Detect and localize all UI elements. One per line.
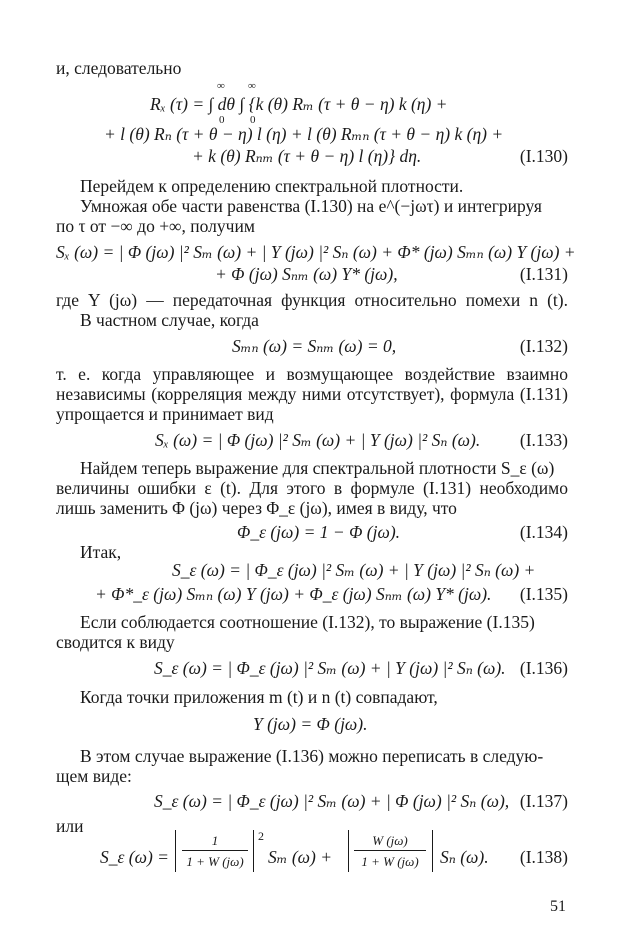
integral-lower-limit: 0 <box>219 114 225 126</box>
fraction-numerator: 1 <box>211 833 219 848</box>
text-line: величины ошибки ε (t). Для этого в формуле (I.131) необходимо <box>56 478 568 498</box>
text-line: или <box>56 816 84 836</box>
equation-line: Φ_ε (jω) = 1 − Φ (jω). <box>237 522 401 542</box>
integral-upper-limit: ∞ <box>248 80 256 92</box>
text-line: Итак, <box>80 542 122 562</box>
equation-line: + l (θ) Rₙ (τ + θ − η) l (η) + l (θ) Rₘₙ (τ + θ − η) k (η) + <box>104 124 504 144</box>
text-line: Если соблюдается соотношение (I.132), то выражение (I.135) <box>80 612 535 632</box>
text-line: т. е. когда управляющее и возмущающее воздействие взаимно <box>56 364 568 384</box>
equation-line: Rₓ (τ) = ∫ dθ ∫ {k (θ) Rₘ (τ + θ − η) k (η) + <box>150 94 448 114</box>
equation-number: (I.138) <box>519 847 568 867</box>
abs-bar <box>348 830 349 872</box>
equation-number: (I.135) <box>519 584 568 604</box>
equation-number: (I.132) <box>519 336 568 356</box>
text-line: Перейдем к определению спектральной плотности. <box>80 176 464 196</box>
equation-line: S_ε (ω) = | Φ_ε (jω) |² Sₘ (ω) + | Y (jω) |² Sₙ (ω). <box>154 658 506 678</box>
equation-number: (I.131) <box>519 264 568 284</box>
fraction-denominator: 1 + W (jω) <box>186 854 244 869</box>
page-number: 51 <box>550 898 566 915</box>
equation-number: (I.133) <box>519 430 568 450</box>
equation-number: (I.137) <box>519 791 568 811</box>
equation-line: Sₙ (ω). <box>440 847 489 867</box>
equation-line: S_ε (ω) = <box>100 847 169 867</box>
equation-line: Sₘₙ (ω) = Sₙₘ (ω) = 0, <box>232 336 397 356</box>
text-line: Найдем теперь выражение для спектральной плотности S_ε (ω) <box>80 458 555 478</box>
text-line: и, следовательно <box>56 58 182 78</box>
text-line: В этом случае выражение (I.136) можно переписать в следую- <box>80 746 544 766</box>
equation-line: Sₘ (ω) + <box>268 847 333 867</box>
square-exponent: 2 <box>258 829 264 843</box>
equation-number: (I.134) <box>519 522 568 542</box>
equation-line: S_ε (ω) = | Φ_ε (jω) |² Sₘ (ω) + | Y (jω) |² Sₙ (ω) + <box>172 560 536 580</box>
equation-line: S_ε (ω) = | Φ_ε (jω) |² Sₘ (ω) + | Φ (jω) |² Sₙ (ω), <box>154 791 510 811</box>
integral-lower-limit: 0 <box>250 114 256 126</box>
integral-upper-limit: ∞ <box>217 80 225 92</box>
equation-number: (I.130) <box>519 146 568 166</box>
abs-bar <box>175 830 176 872</box>
text-line: где Y (jω) — передаточная функция относительно помехи n (t). <box>56 290 568 310</box>
equation-line: + k (θ) Rₙₘ (τ + θ − η) l (η)} dη. <box>192 146 422 166</box>
abs-bar <box>253 830 254 872</box>
equation-line: + Φ (jω) Sₙₘ (ω) Y* (jω), <box>215 264 398 284</box>
fraction-bar <box>354 850 426 851</box>
fraction-numerator: W (jω) <box>372 833 408 848</box>
text-line: В частном случае, когда <box>80 310 259 330</box>
equation-line: Sₓ (ω) = | Φ (jω) |² Sₘ (ω) + | Y (jω) |² Sₙ (ω). <box>155 430 481 450</box>
equation-number: (I.136) <box>519 658 568 678</box>
text-line: упрощается и принимает вид <box>56 404 274 424</box>
text-line: Когда точки приложения m (t) и n (t) совпадают, <box>80 687 438 707</box>
text-line: по τ от −∞ до +∞, получим <box>56 216 255 236</box>
abs-bar <box>432 830 433 872</box>
text-line: независимы (корреляция между ними отсутствует), формула (I.131) <box>56 384 568 404</box>
fraction-bar <box>182 850 248 851</box>
text-line: сводится к виду <box>56 632 175 652</box>
text-line: щем виде: <box>56 766 132 786</box>
text-line: лишь заменить Φ (jω) через Φ_ε (jω), имея в виду, что <box>56 498 457 518</box>
text-line: Умножая обе части равенства (I.130) на e^(−jωτ) и интегрируя <box>80 196 542 216</box>
equation-line: Y (jω) = Φ (jω). <box>253 714 368 734</box>
equation-line: + Φ*_ε (jω) Sₘₙ (ω) Y (jω) + Φ_ε (jω) Sₙₘ (ω) Y* (jω). <box>95 584 492 604</box>
equation-line: Sₓ (ω) = | Φ (jω) |² Sₘ (ω) + | Y (jω) |² Sₙ (ω) + Φ* (jω) Sₘₙ (ω) Y (jω) + <box>56 242 576 262</box>
fraction-denominator: 1 + W (jω) <box>361 854 419 869</box>
